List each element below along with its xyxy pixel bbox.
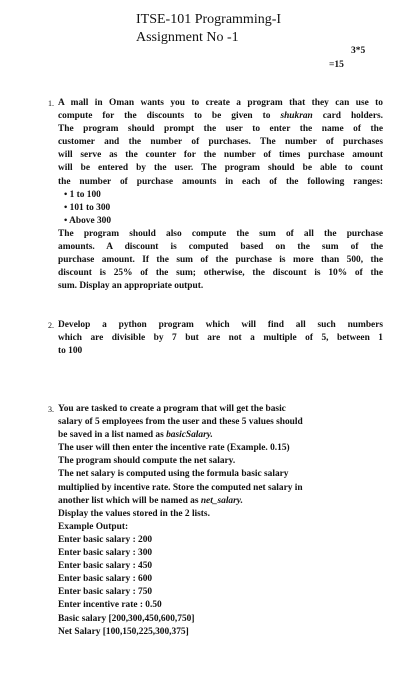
question-line: the number of purchase amounts in each of the following ranges:: [58, 176, 383, 187]
question-line: amounts. A discount is computed based on the sum of the: [58, 242, 383, 253]
question-line: The program should compute the net salary.: [58, 456, 236, 467]
question-line: Example Output:: [58, 521, 129, 532]
question-2: [48, 319, 383, 358]
text-span: be saved in a list named as: [58, 430, 167, 441]
handwritten-result: =15: [329, 60, 344, 70]
question-line: [58, 429, 383, 442]
course-title: ITSE-101 Programming-I: [136, 12, 282, 27]
question-line: multiplied by incentive rate. Store the computed net salary in: [58, 482, 303, 493]
question-line: [58, 110, 383, 123]
emphasized-term: shukran: [280, 111, 313, 122]
question-3: [48, 403, 383, 639]
question-line: Develop a python program which will find all such numbers: [58, 320, 383, 330]
question-line: You are tasked to create a program that will get the basic: [58, 404, 286, 414]
question-number: 1.: [48, 99, 54, 108]
question-line: will serve as the counter for the number of times purchase amount: [58, 150, 383, 161]
question-line: discount is 25% of the sum; otherwise, the discount is 10% of the: [58, 268, 383, 279]
question-line: purchase amount. If the sum of the purchase is more than 500, the: [58, 255, 383, 266]
question-line: The program should prompt the user to enter the name of the: [58, 124, 383, 135]
emphasized-term: net_salary.: [200, 495, 243, 506]
question-line: [58, 495, 383, 508]
question-line: The net salary is computed using the formula basic salary: [58, 469, 289, 480]
question-line: customer and the number of purchases. The number of purchases: [58, 137, 383, 148]
question-number: 2.: [48, 321, 54, 330]
assignment-title: Assignment No -1: [136, 30, 239, 45]
bullet-item: • Above 300: [64, 215, 112, 226]
example-output-line: Enter basic salary : 600: [58, 574, 153, 585]
text-span: another list which will be named as: [58, 495, 201, 506]
example-output-line: Enter basic salary : 450: [58, 561, 153, 572]
bullet-item: • 1 to 100: [64, 189, 101, 200]
example-output-line: Enter incentive rate : 0.50: [58, 600, 162, 611]
question-line: The program should also compute the sum of all the purchase: [58, 228, 383, 239]
emphasized-term: basicSalary.: [166, 430, 213, 441]
question-line: to 100: [58, 346, 83, 357]
question-line: The user will then enter the incentive rate (Example. 0.15): [58, 443, 290, 454]
handwritten-calculation: 3*5: [351, 46, 366, 56]
example-output-line: Net Salary [100,150,225,300,375]: [58, 626, 189, 637]
text-span: card holders.: [312, 111, 383, 122]
example-output-line: Enter basic salary : 200: [58, 534, 153, 545]
example-output-line: Basic salary [200,300,450,600,750]: [58, 613, 195, 624]
question-line: will be entered by the user. The program should be able to count: [58, 163, 383, 174]
question-line: A mall in Oman wants you to create a program that they can use to: [58, 98, 383, 108]
question-1: [48, 97, 383, 293]
bullet-item: • 101 to 300: [64, 202, 111, 213]
question-line: sum. Display an appropriate output.: [58, 281, 204, 292]
text-span: compute for the discounts to be given to: [58, 111, 281, 122]
question-line: Display the values stored in the 2 lists.: [58, 508, 210, 519]
example-output-line: Enter basic salary : 300: [58, 548, 153, 559]
question-number: 3.: [48, 405, 54, 414]
example-output-line: Enter basic salary : 750: [58, 587, 153, 598]
question-line: salary of 5 employees from the user and these 5 values should: [58, 417, 303, 428]
question-line: which are divisible by 7 but are not a multiple of 5, between 1: [58, 333, 383, 344]
